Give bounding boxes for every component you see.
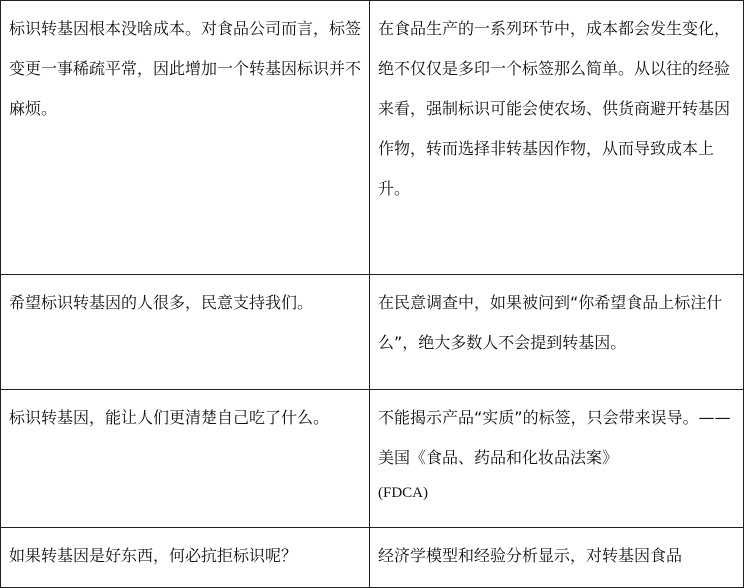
- rebuttal-text: 在民意调查中，如果被问到“你希望食品上标注什么”，绝大多数人不会提到转基因。: [378, 293, 723, 352]
- rebuttal-cell: [370, 528, 744, 587]
- table-row: [1, 390, 744, 528]
- rebuttal-text: 经济学模型和经验分析显示，对转基因食品: [378, 546, 683, 565]
- rebuttal-cell: [370, 1, 744, 274]
- claim-cell: [1, 390, 370, 527]
- rebuttal-cell: [370, 275, 744, 389]
- table-row: [1, 275, 744, 390]
- claim-text: 标识转基因，能让人们更清楚自己吃了什么。: [9, 408, 330, 427]
- table-row: [1, 1, 744, 275]
- rebuttal-cell: [370, 390, 744, 527]
- claim-text: 标识转基因根本没啥成本。对食品公司而言，标签变更一事稀疏平常，因此增加一个转基因标识并不麻烦。: [9, 19, 362, 118]
- claim-text: 如果转基因是好东西，何必抗拒标识呢？: [9, 546, 298, 565]
- claim-cell: [1, 1, 370, 274]
- claim-cell: [1, 275, 370, 389]
- table-row: [1, 528, 744, 588]
- rebuttal-text: 在食品生产的一系列环节中，成本都会发生变化，绝不仅仅是多印一个标签那么简单。从以往的经验来看，强制标识可能会使农场、供货商避开转基因作物，转而选择非转基因作物，从而导致成本上升。: [378, 19, 731, 198]
- claim-cell: [1, 528, 370, 587]
- rebuttal-text: 不能揭示产品“实质”的标签，只会带来误导。——美国《食品、药品和化妆品法案》: [378, 408, 731, 467]
- claim-text: 希望标识转基因的人很多，民意支持我们。: [9, 293, 314, 312]
- law-abbreviation: (FDCA): [378, 485, 429, 501]
